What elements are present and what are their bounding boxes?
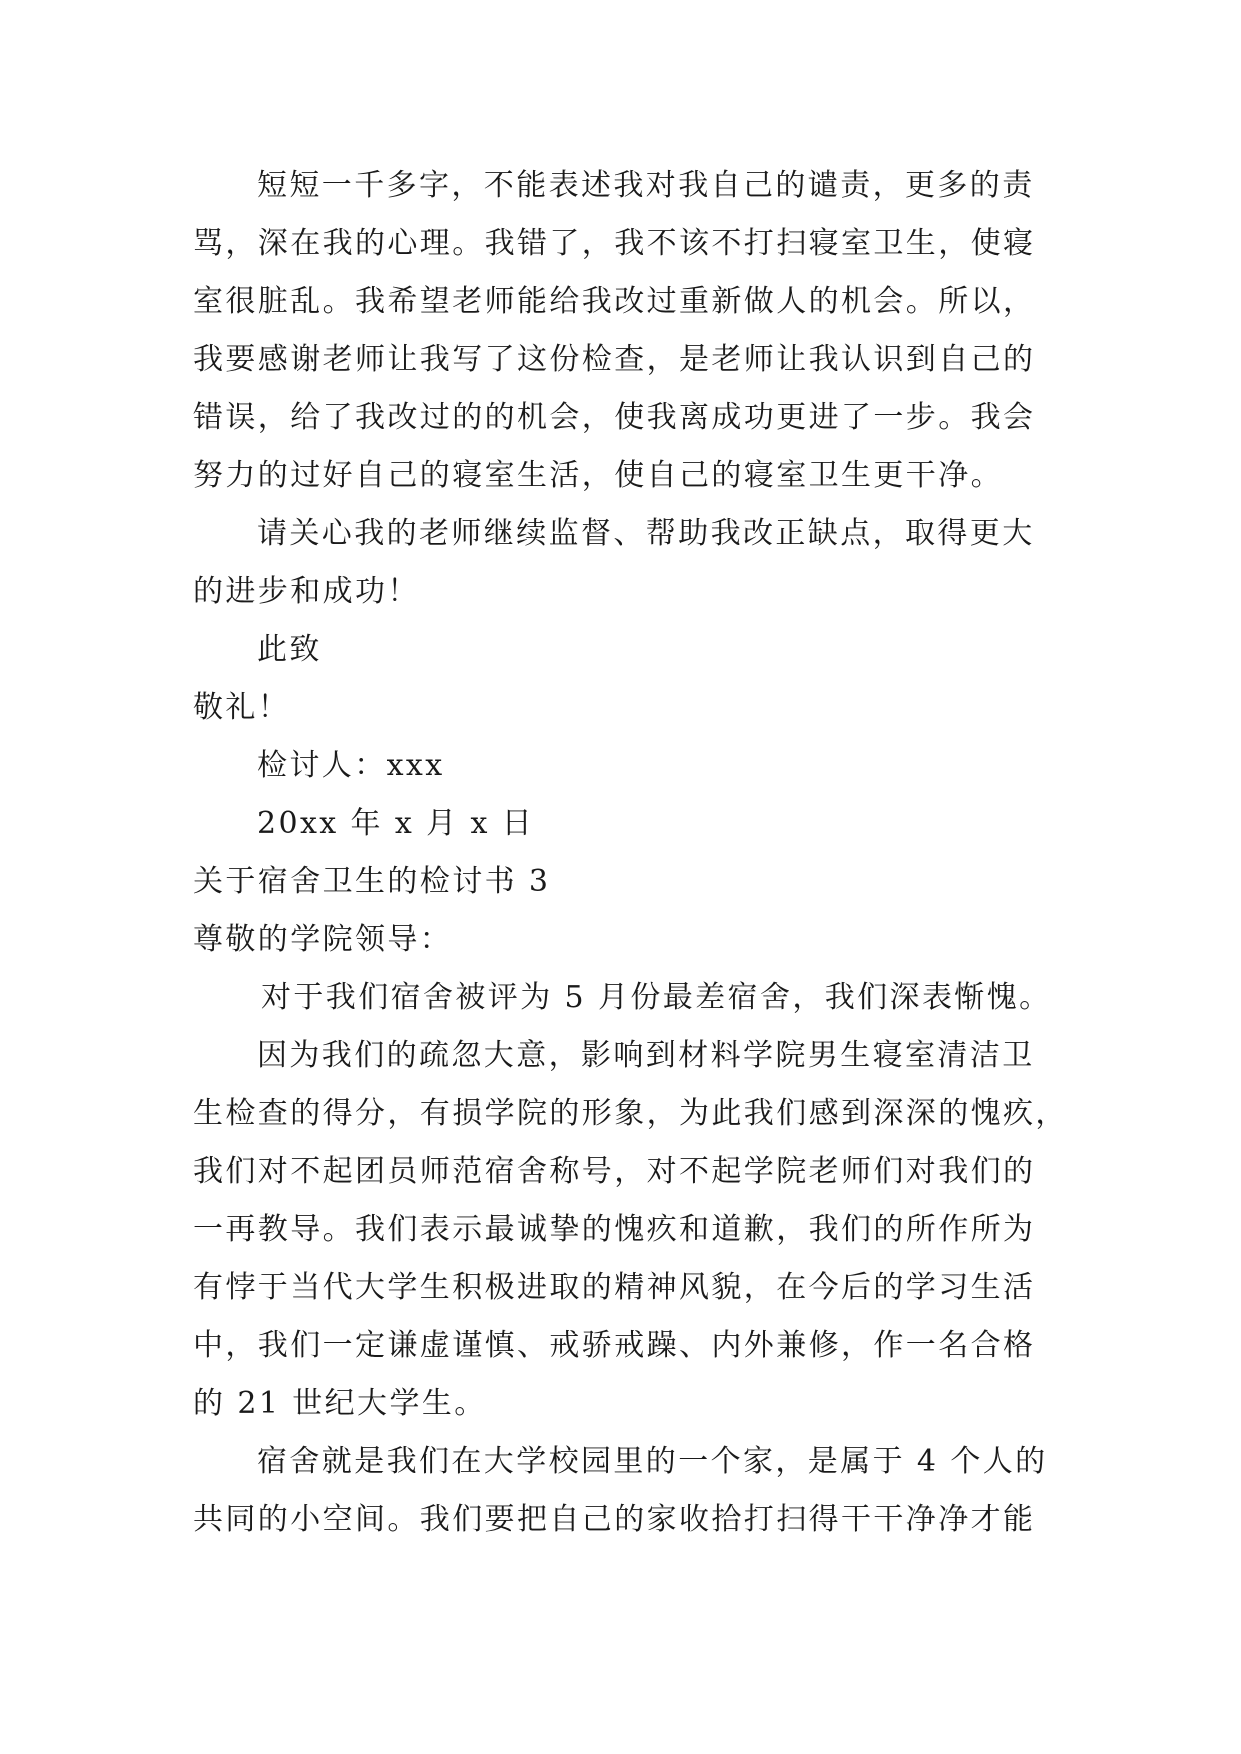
paragraph-line: 因为我们的疏忽大意，影响到材料学院男生寝室清洁卫 xyxy=(257,1038,1035,1073)
paragraph-line: 宿舍就是我们在大学校园里的一个家，是属于 4 个人的 xyxy=(257,1444,1048,1479)
section-title: 关于宿舍卫生的检讨书 3 xyxy=(193,864,551,899)
paragraph-line: 我们对不起团员师范宿舍称号，对不起学院老师们对我们的 xyxy=(193,1154,1036,1189)
greeting: 尊敬的学院领导： xyxy=(193,922,453,957)
paragraph-line: 有悖于当代大学生积极进取的精神风貌，在今后的学习生活 xyxy=(193,1270,1036,1305)
paragraph-line: 短短一千多字，不能表述我对我自己的谴责，更多的责 xyxy=(257,168,1035,203)
paragraph-line: 骂，深在我的心理。我错了，我不该不打扫寝室卫生，使寝 xyxy=(193,226,1036,261)
paragraph-line: 室很脏乱。我希望老师能给我改过重新做人的机会。所以， xyxy=(193,284,1036,319)
closing-regards: 敬礼！ xyxy=(193,690,291,725)
paragraph-line: 一再教导。我们表示最诚挚的愧疚和道歉，我们的所作所为 xyxy=(193,1212,1036,1247)
paragraph-line: 的 21 世纪大学生。 xyxy=(193,1386,487,1421)
paragraph-line: 对于我们宿舍被评为 5 月份最差宿舍，我们深表惭愧。 xyxy=(261,980,1052,1015)
paragraph-line: 请关心我的老师继续监督、帮助我改正缺点，取得更大 xyxy=(257,516,1035,551)
paragraph-line: 中，我们一定谦虚谨慎、戒骄戒躁、内外兼修，作一名合格 xyxy=(193,1328,1036,1363)
paragraph-line: 努力的过好自己的寝室生活，使自己的寝室卫生更干净。 xyxy=(193,458,1003,493)
paragraph-line: 我要感谢老师让我写了这份检查，是老师让我认识到自己的 xyxy=(193,342,1036,377)
paragraph-line: 错误，给了我改过的的机会，使我离成功更进了一步。我会 xyxy=(193,400,1036,435)
date-line: 20xx 年 x 月 x 日 xyxy=(257,806,535,841)
paragraph-line: 的进步和成功！ xyxy=(193,574,420,609)
closing-salutation: 此致 xyxy=(257,632,322,667)
paragraph-line: 生检查的得分，有损学院的形象，为此我们感到深深的愧疚， xyxy=(193,1096,1068,1131)
paragraph-line: 共同的小空间。我们要把自己的家收拾打扫得干干净净才能 xyxy=(193,1502,1036,1537)
signature-line: 检讨人：xxx xyxy=(257,748,445,783)
